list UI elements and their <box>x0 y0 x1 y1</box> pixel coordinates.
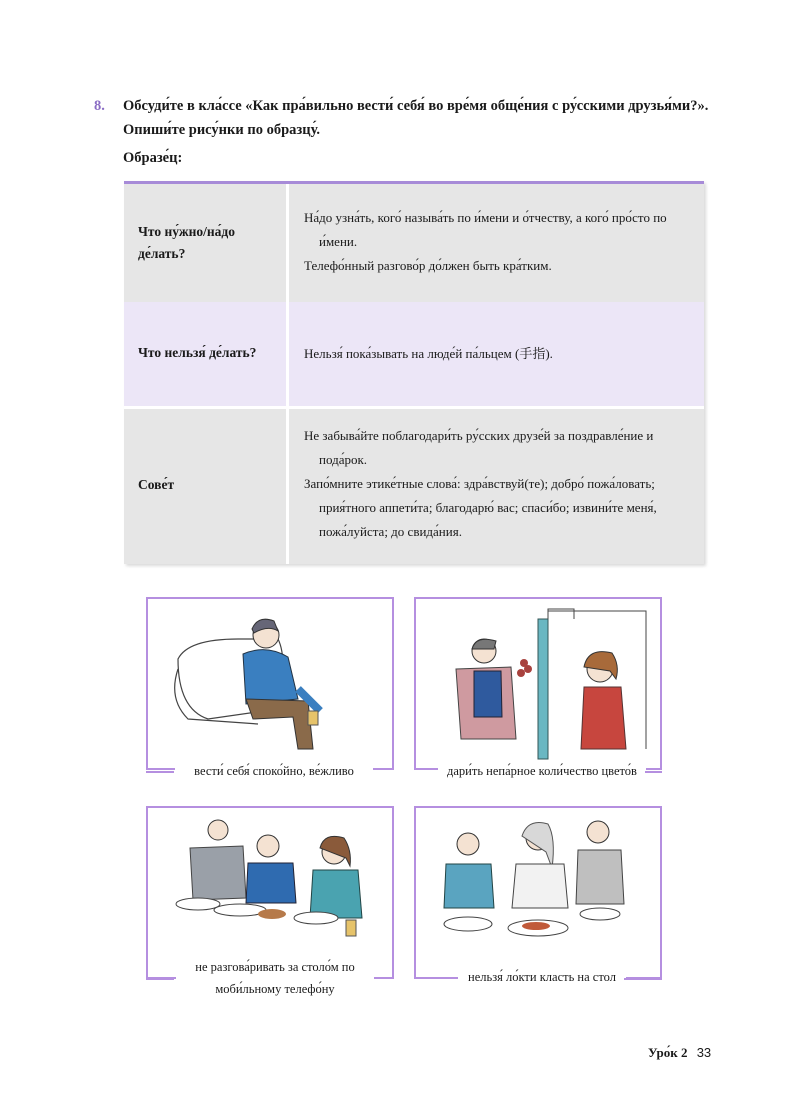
picture-panel <box>146 597 394 770</box>
row-label-cell <box>124 184 289 302</box>
row-content <box>304 424 694 544</box>
illustration-man-with-flowers <box>416 599 662 770</box>
table-row <box>124 302 704 406</box>
page-number: 33 <box>696 1045 712 1060</box>
caption-line <box>146 771 174 773</box>
row-label-cell <box>124 406 289 564</box>
picture-panel <box>414 597 662 770</box>
row-line: Нельзя́ пока́зывать на люде́й па́льцем (手指). <box>304 346 553 361</box>
task-number: 8. <box>94 98 105 114</box>
row-content <box>304 206 694 278</box>
row-line: На́до узна́ть, кого́ называ́ть по и́мени и о́тчеству, а кого́ про́сто по и́мени. <box>304 210 667 249</box>
picture-caption: дари́ть непа́рное коли́чество цвето́в <box>438 760 646 782</box>
sample-label: Образе́ц: <box>123 150 183 166</box>
page-footer <box>648 1045 711 1061</box>
row-line: Запо́мните этике́тные слова́: здра́вствуй(те); добро́ пожа́ловать; прия́тного аппети́та; благодарю́ вас; спаси́бо; извини́те меня́, пожа́луйста; до свида́ния. <box>304 476 657 539</box>
lesson-label: Уро́к 2 <box>648 1045 688 1060</box>
caption-line <box>146 978 174 980</box>
illustration-dinner-phone <box>148 808 394 979</box>
picture-panel <box>146 806 394 979</box>
row-line: Телефо́нный разгово́р до́лжен быть кра́тким. <box>304 258 552 273</box>
picture-panel <box>414 806 662 979</box>
table-row <box>124 184 704 302</box>
table-row <box>124 406 704 564</box>
illustration-elbows-on-table <box>416 808 662 979</box>
row-label-cell <box>124 302 289 406</box>
row-label: Что нельзя́ де́лать? <box>138 345 257 360</box>
picture-caption: не разгова́ривать за столо́м по моби́льному телефо́ну <box>176 956 374 1000</box>
sample-table <box>124 181 704 564</box>
row-line: Не забыва́йте поблагодари́ть ру́сских друзе́й за поздравле́ние и пода́рок. <box>304 428 654 467</box>
picture-caption: нельзя́ ло́кти класть на стол <box>458 966 626 988</box>
illustration-man-sitting <box>148 599 394 770</box>
picture-caption: вести́ себя́ споко́йно, ве́жливо <box>175 760 373 782</box>
row-content <box>304 342 694 366</box>
caption-line <box>624 978 662 980</box>
task-text: Обсуди́те в кла́ссе «Как пра́вильно вести́ себя́ во вре́мя обще́ния с ру́сскими друзья́ми?». Опиши́те рису́нки по образцу́. <box>123 98 709 138</box>
caption-line <box>645 771 662 773</box>
row-label: Что ну́жно/на́до де́лать? <box>138 224 236 261</box>
row-label: Сове́т <box>138 477 175 492</box>
